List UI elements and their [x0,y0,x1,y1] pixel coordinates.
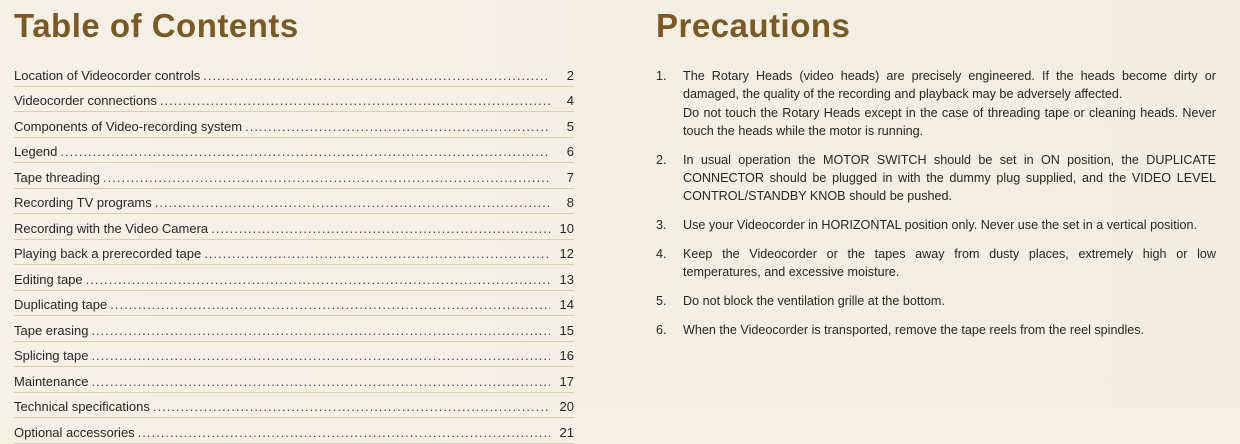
toc-leader-dots [86,271,550,289]
toc-entry-text: Splicing tape [14,348,89,363]
toc-entry-page: 12 [559,246,574,261]
precaution-body [683,292,1216,310]
precaution-body [683,67,1216,140]
toc-leader-dots [91,347,550,365]
precaution-item [656,321,1216,339]
toc-section [14,4,574,444]
precaution-paragraph: When the Videocorder is transported, remove the tape reels from the reel spindles. [683,322,1145,337]
toc-entry [14,418,574,444]
toc-entry-page: 17 [559,373,574,389]
toc-leader-dots [91,322,550,340]
toc-entry-page: 6 [566,144,574,159]
toc-entry-text: Technical specifications [14,399,150,414]
toc-entry-page: 7 [566,169,574,185]
toc-entry-text: Legend [14,144,58,159]
toc-entry-page: 20 [559,399,574,414]
precaution-body [683,245,1216,282]
toc-leader-dots [211,220,550,238]
toc-entry [14,291,574,317]
toc-entry-page: 16 [559,348,574,363]
toc-leader-dots [91,373,550,391]
precaution-number: 1. [656,69,667,83]
toc-entry-text: Maintenance [14,373,89,389]
toc-leader-dots [103,169,550,187]
toc-leader-dots [138,424,550,442]
toc-leader-dots [204,245,550,263]
toc-leader-dots [160,92,550,110]
toc-entry [14,240,574,266]
toc-entry-text: Tape erasing [14,322,89,338]
precaution-paragraph: Do not touch the Rotary Heads except in the case of threading tape or cleaning heads. Never touch the heads while the motor is running. [683,105,1216,138]
precaution-paragraph: Use your Videocorder in HORIZONTAL position only. Never use the set in a vertical position. [683,218,1198,233]
precaution-number: 2. [656,152,667,167]
toc-entry [14,393,574,419]
precaution-paragraph: In usual operation the MOTOR SWITCH should be set in ON position, the DUPLICATE CONNECTOR should be plugged in with the dummy plug supplied, and the VIDEO LEVEL CONTROL/STANDBY KNOB should be pushed. [683,152,1216,204]
toc-entry-text: Recording with the Video Camera [14,220,209,236]
toc-entry-text: Videocorder connections [14,93,157,108]
precautions-section [656,4,1216,350]
precaution-number: 5. [656,293,667,308]
toc-entry-text: Editing tape [14,271,83,287]
toc-entry-page: 10 [559,220,574,236]
toc-entry-page: 2 [566,67,574,83]
precaution-paragraph: The Rotary Heads (video heads) are precisely engineered. If the heads become dirty or damaged, the quality of the recording and playback may be adversely affected. [683,69,1216,102]
toc-entry-text: Tape threading [14,169,101,185]
precautions-list [656,67,1216,339]
precaution-paragraph: Do not block the ventilation grille at the bottom. [683,293,945,308]
toc-entry-page: 8 [566,195,574,210]
precaution-number: 3. [656,218,667,233]
toc-entry-page: 21 [559,424,574,440]
precaution-body [683,151,1216,206]
toc-entry-page: 14 [559,297,574,312]
precaution-body [683,216,1216,234]
precaution-number: 6. [656,322,667,337]
precaution-item [656,216,1216,234]
toc-entry [14,316,574,342]
toc-leader-dots [203,67,550,85]
toc-leader-dots [245,118,550,136]
toc-entry [14,163,574,189]
toc-entry [14,112,574,138]
toc-entry [14,265,574,291]
toc-entry [14,138,574,164]
toc-leader-dots [155,194,550,212]
toc-list [14,61,574,444]
precaution-item [656,151,1216,206]
toc-entry-text: Optional accessories [14,424,135,440]
precaution-item [656,245,1216,282]
toc-entry [14,342,574,368]
toc-entry-text: Location of Videocorder controls [14,67,201,83]
precaution-paragraph: Keep the Videocorder or the tapes away from dusty places, extremely high or low temperatures, and excessive moisture. [683,246,1216,280]
toc-entry-page: 5 [566,118,574,134]
toc-title: Table of Contents [14,7,299,44]
toc-entry-text: Recording TV programs [14,195,152,210]
precaution-body [683,321,1216,339]
toc-entry-text: Duplicating tape [14,297,108,312]
toc-entry-page: 4 [566,93,574,108]
precaution-item [656,67,1216,140]
toc-entry-text: Playing back a prerecorded tape [14,246,202,261]
toc-entry [14,61,574,87]
precaution-number: 4. [656,246,667,261]
precaution-item [656,292,1216,310]
toc-entry [14,367,574,393]
toc-entry-page: 15 [559,322,574,338]
toc-leader-dots [153,398,550,416]
toc-entry [14,87,574,113]
toc-leader-dots [110,296,550,314]
toc-entry [14,214,574,240]
toc-entry-page: 13 [559,271,574,287]
toc-entry [14,189,574,215]
toc-entry-text: Components of Video-recording system [14,118,243,134]
precautions-title: Precautions [656,7,851,44]
toc-leader-dots [60,143,550,161]
